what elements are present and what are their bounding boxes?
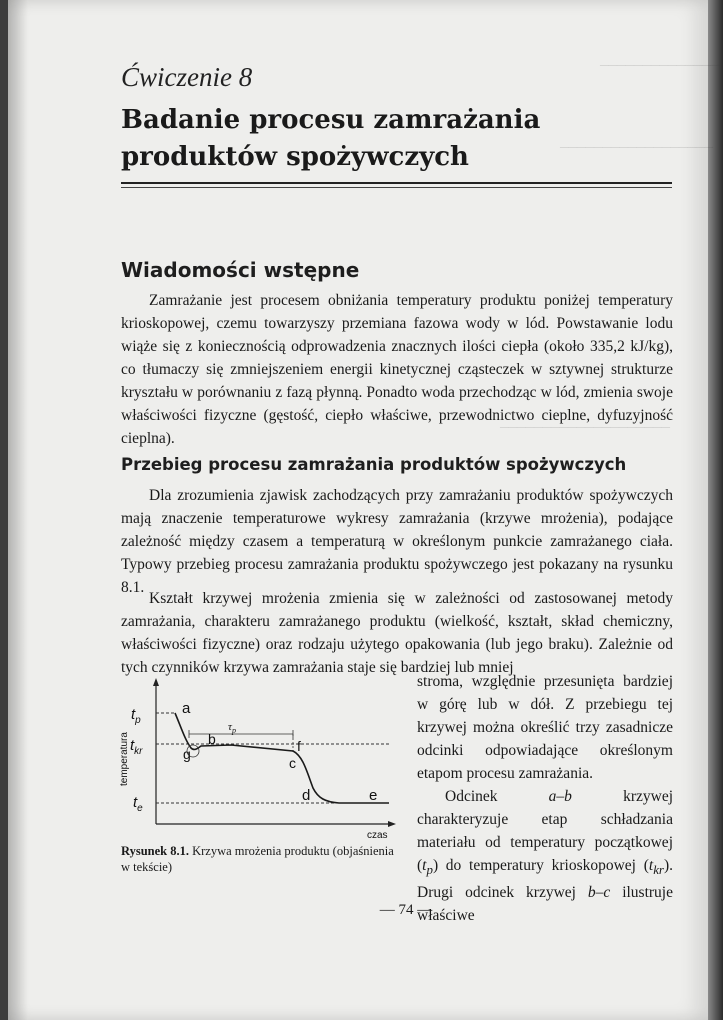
caption-label: Rysunek 8.1. (121, 844, 189, 858)
point-a: a (182, 700, 191, 717)
bleed-through-text: ──────────────────── (500, 420, 671, 434)
tick-tp: $t_p$ (131, 706, 141, 726)
y-axis-label: temperatura (119, 732, 130, 786)
process-paragraph-1: Dla zrozumienia zjawisk zachodzących przy zamrażaniu produktów spożywczych mają znaczenie temperaturowe wykresy zamrażania (krzywe mrożenia), podające zależność między czasem a temperaturą w określonym punkcie zamrażanego ciała. Typowy przebieg procesu zamrażania produktu spożywczego jest pokazany na rysunku 8.1. (121, 487, 673, 596)
section-heading-intro: Wiadomości wstępne (121, 258, 360, 282)
title-rule-thin (121, 187, 672, 188)
point-d: d (302, 787, 311, 804)
section-heading-process: Przebieg procesu zamrażania produktów spożywczych (121, 455, 627, 474)
point-g: g (183, 746, 191, 762)
caption-text: Krzywa mrożenia produktu (objaśnienia w tekście) (121, 844, 394, 874)
chapter-label: Ćwiczenie 8 (121, 62, 253, 92)
book-binding-shadow (8, 0, 28, 1020)
point-c: c (289, 755, 296, 771)
bleed-through-text: ────────────────── (560, 140, 714, 154)
chapter-title-line1: Badanie procesu zamrażania (121, 105, 541, 135)
chapter-title-line2: produktów spożywczych (121, 142, 469, 172)
point-f: f (297, 738, 301, 754)
x-axis-arrow (388, 821, 396, 827)
tick-tkr: $t_{kr}$ (130, 737, 143, 757)
text-column (417, 670, 673, 927)
process-paragraph-2: Kształt krzywej mrożenia zmienia się w zależności od zastosowanej metody zamrażania, charakteru zamrażanego produktu (wielkość, kształt, skład chemiczny, właściwości fizyczne) oraz rodzaju użytego opakowania (lub jego braku). Zależnie od tych czynników krzywa zamrażania staje się bardziej lub mniej (121, 590, 673, 676)
column-continuation: stroma, względnie przesunięta bardziej w górę lub w dół. Z przebiegu tej krzywej można określić trzy zasadnicze odcinki odpowiadające określonym etapom procesu zamrażania. (417, 673, 673, 782)
y-axis-arrow (153, 678, 159, 686)
title-rule-thick (121, 182, 672, 184)
x-axis-label: czas (367, 830, 388, 841)
chapter-title (121, 102, 641, 176)
figure-caption (121, 843, 396, 875)
tau-label: $\tau_p$ (228, 721, 236, 735)
freezing-curve (175, 713, 389, 803)
page-number: — 74 — (379, 902, 433, 918)
bleed-through-text: ────────────── (600, 58, 720, 72)
freezing-curve-figure (121, 672, 396, 842)
intro-paragraph: Zamrażanie jest procesem obniżania temperatury produktu poniżej temperatury krioskopowej, czemu towarzyszy przemiana fazowa wody w lód. Powstawanie lodu wiąże się z koniecznością odprowadzenia znacznych ilości ciepła (około 335,2 kJ/kg), co tłumaczy się zmniejszeniem energii kinetycznej cząsteczek w sztywnej strukturze kryształu w porównaniu z fazą płynną. Ponadto woda przechodząc w lód, zmienia swoje właściwości fizyczne (gęstość, ciepło właściwe, przewodnictwo cieplne, dyfuzyjność cieplna). (121, 292, 673, 447)
point-e: e (369, 787, 378, 804)
column-paragraph: Odcinek a–b krzywej charakteryzuje etap schładzania materiału od temperatury początkowej $(t_p)$ do temperatury krioskopowej $(t_{kr})$. Drugi odcinek krzywej b–c ilustruje właściwe (417, 788, 673, 925)
point-b: b (208, 731, 216, 747)
tick-te: $t_e$ (133, 794, 143, 814)
